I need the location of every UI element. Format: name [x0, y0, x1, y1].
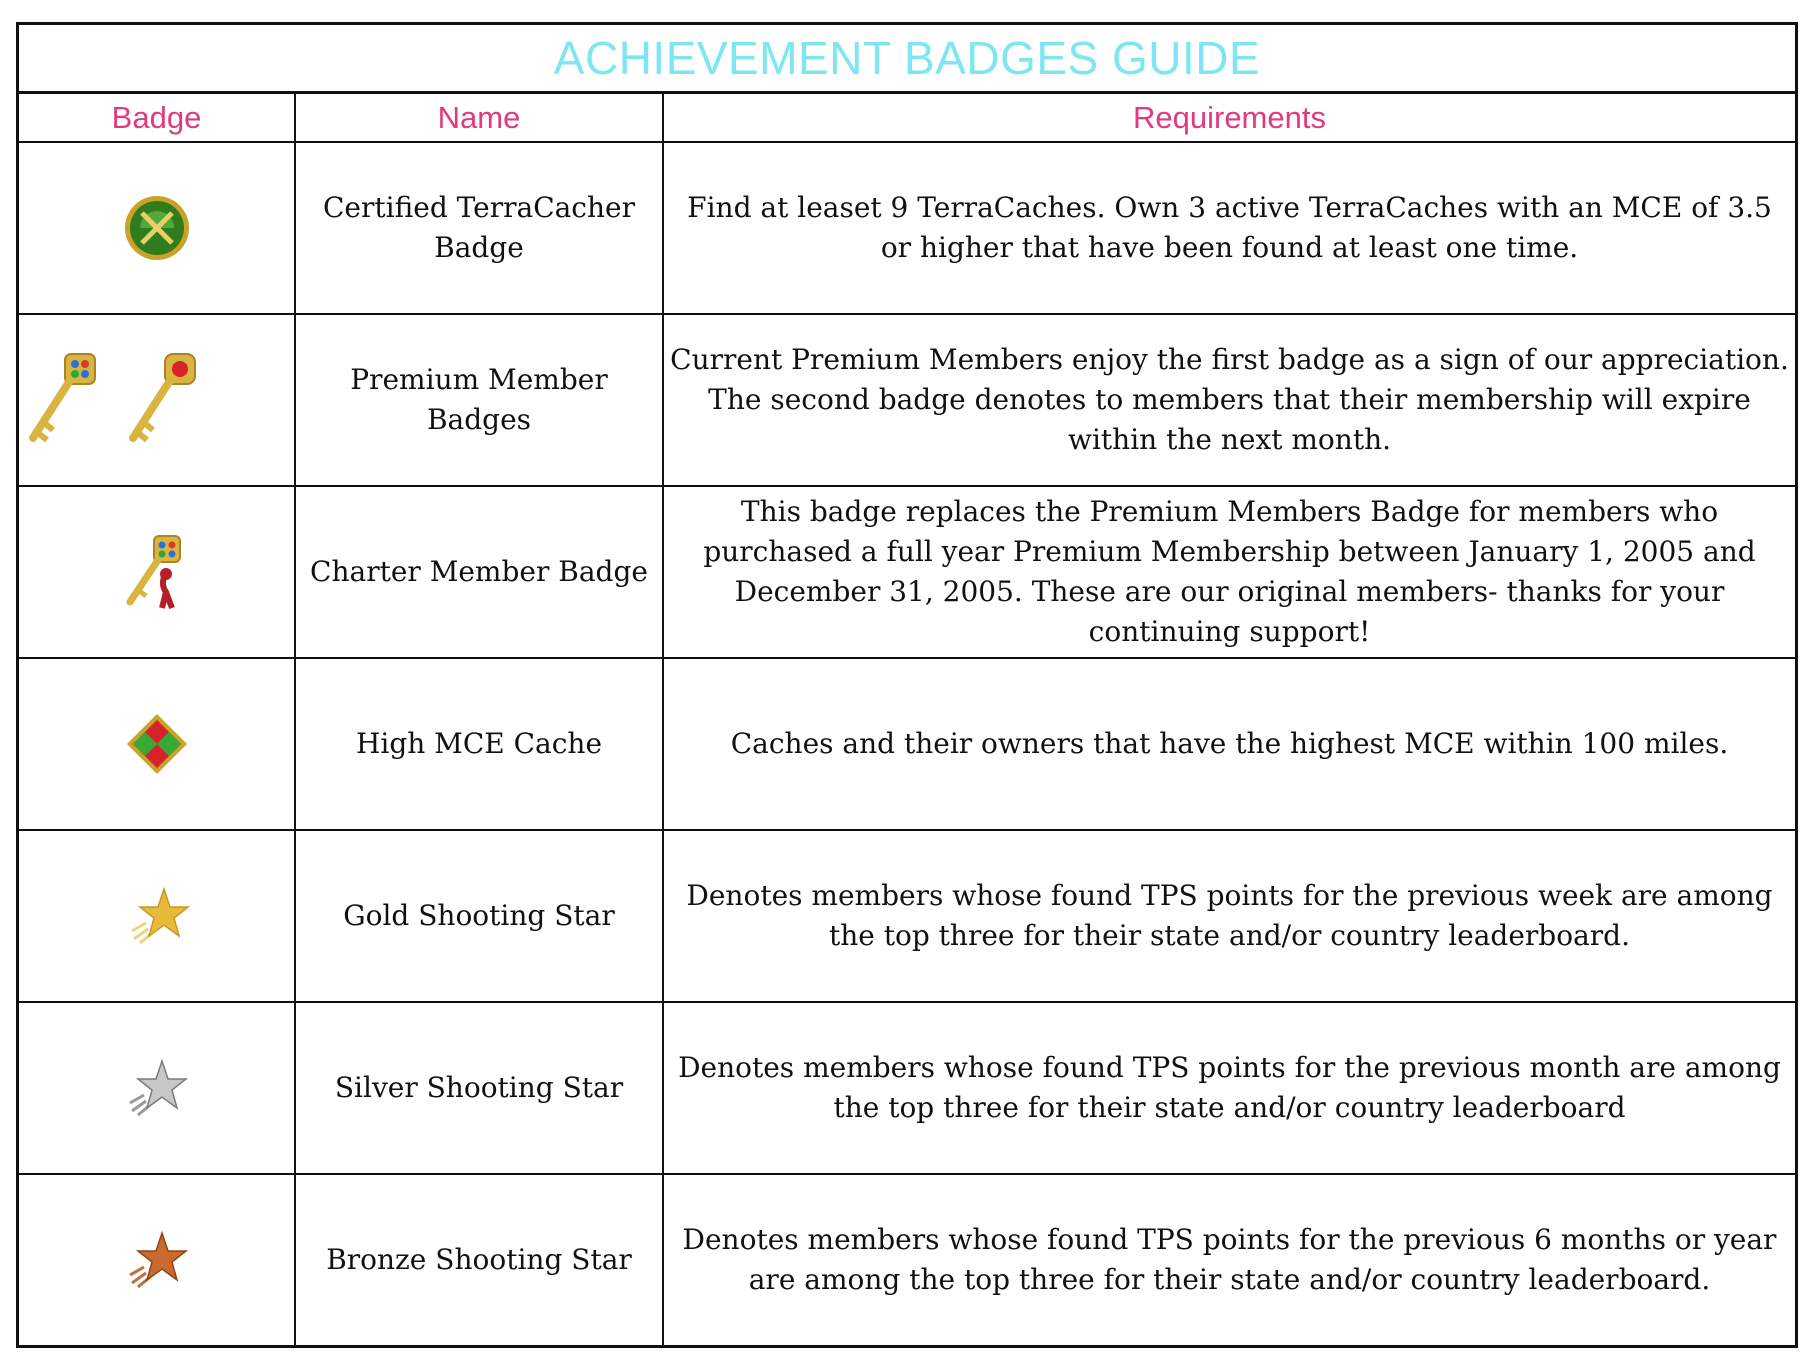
table-row [19, 486, 1795, 658]
column-header-requirements: Requirements [663, 94, 1795, 142]
badge-requirements: This badge replaces the Premium Members Badge for members who purchased a full year Premium Membership between January 1, 2005 and December 31, 2005. These are our original members- thanks for your continuing support! [663, 486, 1795, 658]
badge-name: Bronze Shooting Star [295, 1174, 663, 1345]
certified-terracacher-icon [122, 193, 192, 263]
badge-name: Certified TerraCacher Badge [295, 142, 663, 314]
badge-requirements: Current Premium Members enjoy the first badge as a sign of our appreciation. The second badge denotes to members that their membership will expire within the next month. [663, 314, 1795, 486]
badge-cell [19, 658, 295, 830]
badge-name: Gold Shooting Star [295, 830, 663, 1002]
table-row [19, 142, 1795, 314]
badge-name: Charter Member Badge [295, 486, 663, 658]
table-row [19, 314, 1795, 486]
badge-name: High MCE Cache [295, 658, 663, 830]
charter-key-icon [122, 532, 192, 612]
badges-table [19, 94, 1795, 1345]
column-header-name: Name [295, 94, 663, 142]
silver-star-icon [124, 1055, 190, 1121]
badge-cell [19, 142, 295, 314]
gold-star-icon [124, 883, 190, 949]
badge-cell [19, 486, 295, 658]
badge-cell [19, 1174, 295, 1345]
badge-cell [19, 1002, 295, 1174]
table-row [19, 1174, 1795, 1345]
column-header-badge: Badge [19, 94, 295, 142]
table-row [19, 830, 1795, 1002]
badge-requirements: Find at leaset 9 TerraCaches. Own 3 active TerraCaches with an MCE of 3.5 or higher that have been found at least one time. [663, 142, 1795, 314]
table-header-row [19, 94, 1795, 142]
guide-title: ACHIEVEMENT BADGES GUIDE [19, 25, 1795, 94]
diamond-cache-icon [124, 711, 190, 777]
table-row [19, 658, 1795, 830]
badge-cell [19, 314, 295, 486]
bronze-star-icon [124, 1227, 190, 1293]
premium-key-icons [23, 350, 290, 450]
table-row [19, 1002, 1795, 1174]
badge-requirements: Caches and their owners that have the highest MCE within 100 miles. [663, 658, 1795, 830]
badge-requirements: Denotes members whose found TPS points for the previous month are among the top three for their state and/or country leaderboard [663, 1002, 1795, 1174]
badge-name: Silver Shooting Star [295, 1002, 663, 1174]
badge-cell [19, 830, 295, 1002]
badge-name: Premium Member Badges [295, 314, 663, 486]
badges-guide-sheet [16, 22, 1798, 1348]
badge-requirements: Denotes members whose found TPS points for the previous week are among the top three for their state and/or country leaderboard. [663, 830, 1795, 1002]
badge-requirements: Denotes members whose found TPS points for the previous 6 months or year are among the top three for their state and/or country leaderboard. [663, 1174, 1795, 1345]
premium-key-icon [23, 350, 103, 450]
expiring-key-icon [123, 350, 203, 450]
